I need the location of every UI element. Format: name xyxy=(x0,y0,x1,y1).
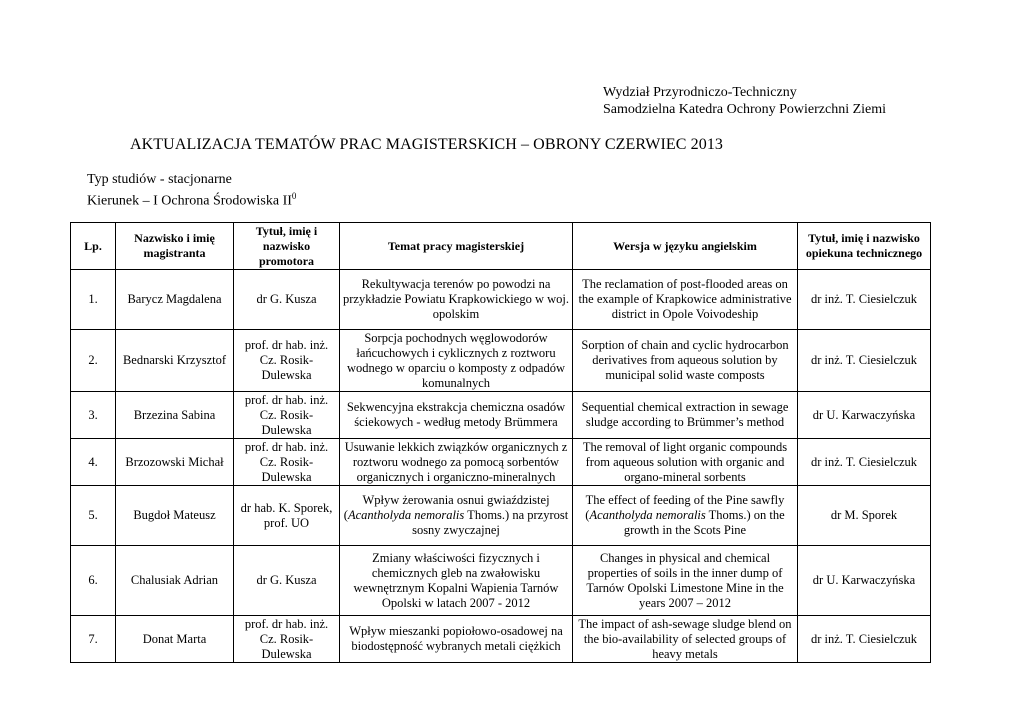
department-header xyxy=(603,84,886,118)
topic-pl-latin-name: Acantholyda nemoralis xyxy=(347,508,465,522)
table-row xyxy=(71,392,931,439)
study-info xyxy=(87,171,296,210)
row-number: 5. xyxy=(71,486,116,546)
row-number: 2. xyxy=(71,330,116,392)
table-row xyxy=(71,616,931,663)
col-header-promoter: Tytuł, imię i nazwisko promotora xyxy=(234,223,340,270)
row-number: 1. xyxy=(71,270,116,330)
col-header-lp: Lp. xyxy=(71,223,116,270)
student-name: Bugdoł Mateusz xyxy=(116,486,234,546)
topic-en-part-1: The effect of feeding of the Pine sawfly ( xyxy=(585,493,785,522)
thesis-topic-en: Sorption of chain and cyclic hydrocarbon derivatives from aqueous solution by municipal solid waste composts xyxy=(573,330,798,392)
thesis-topic-pl: Sekwencyjna ekstrakcja chemiczna osadów ściekowych - według metody Brümmera xyxy=(340,392,573,439)
thesis-topic-pl: Rekultywacja terenów po powodzi na przykładzie Powiatu Krapkowickiego w woj. opolskim xyxy=(340,270,573,330)
department-name: Samodzielna Katedra Ochrony Powierzchni Ziemi xyxy=(603,102,887,117)
promoter-name: prof. dr hab. inż. Cz. Rosik-Dulewska xyxy=(234,392,340,439)
student-name: Brzozowski Michał xyxy=(116,439,234,486)
row-number: 6. xyxy=(71,546,116,616)
technical-supervisor: dr U. Karwaczyńska xyxy=(798,546,931,616)
thesis-topic-pl: Wpływ mieszanki popiołowo-osadowej na biodostępność wybranych metali ciężkich xyxy=(340,616,573,663)
technical-supervisor: dr M. Sporek xyxy=(798,486,931,546)
table-row xyxy=(71,270,931,330)
page-title: AKTUALIZACJA TEMATÓW PRAC MAGISTERSKICH – OBRONY CZERWIEC 2013 xyxy=(130,136,724,153)
faculty-name: Wydział Przyrodniczo-Techniczny xyxy=(603,85,797,100)
promoter-name: dr G. Kusza xyxy=(234,270,340,330)
topic-pl-part-1: Wpływ żerowania osnui gwiaździstej ( xyxy=(343,493,550,522)
thesis-topic-en: The impact of ash-sewage sludge blend on the bio-availability of selected groups of heavy metals xyxy=(573,616,798,663)
row-number: 4. xyxy=(71,439,116,486)
student-name: Bednarski Krzysztof xyxy=(116,330,234,392)
promoter-name: prof. dr hab. inż. Cz. Rosik-Dulewska xyxy=(234,616,340,663)
col-header-topic-en: Wersja w języku angielskim xyxy=(573,223,798,270)
table-header-row xyxy=(71,223,931,270)
col-header-topic-pl: Temat pracy magisterskiej xyxy=(340,223,573,270)
row-number: 3. xyxy=(71,392,116,439)
field-superscript: 0 xyxy=(291,191,297,201)
thesis-topic-pl xyxy=(340,486,573,546)
student-name: Brzezina Sabina xyxy=(116,392,234,439)
field-label: Kierunek – I Ochrona Środowiska II xyxy=(87,193,292,209)
thesis-topic-en: The removal of light organic compounds from aqueous solution with organic and organo-mineral sorbents xyxy=(573,439,798,486)
technical-supervisor: dr inż. T. Ciesielczuk xyxy=(798,439,931,486)
table-row xyxy=(71,546,931,616)
promoter-name: dr hab. K. Sporek, prof. UO xyxy=(234,486,340,546)
thesis-topic-en xyxy=(573,486,798,546)
student-name: Chalusiak Adrian xyxy=(116,546,234,616)
thesis-table xyxy=(70,222,931,663)
thesis-topic-pl: Usuwanie lekkich związków organicznych z roztworu wodnego za pomocą sorbentów organicznych i organiczno-mineralnych xyxy=(340,439,573,486)
topic-en-latin-name: Acantholyda nemoralis xyxy=(589,508,706,522)
technical-supervisor: dr inż. T. Ciesielczuk xyxy=(798,270,931,330)
col-header-student: Nazwisko i imię magistranta xyxy=(116,223,234,270)
technical-supervisor: dr inż. T. Ciesielczuk xyxy=(798,616,931,663)
table-row xyxy=(71,486,931,546)
thesis-topic-en: The reclamation of post-flooded areas on the example of Krapkowice administrative district in Opole Voivodeship xyxy=(573,270,798,330)
thesis-topic-en: Changes in physical and chemical properties of soils in the inner dump of Tarnów Opolski Limestone Mine in the years 2007 – 2012 xyxy=(573,546,798,616)
field-of-study xyxy=(87,188,296,210)
topic-pl-part-2: Thoms.) na przyrost sosny zwyczajnej xyxy=(412,508,569,537)
thesis-topic-pl: Zmiany właściwości fizycznych i chemicznych gleb na zwałowisku wewnętrznym Kopalni Wapienia Tarnów Opolski w latach 2007 - 2012 xyxy=(340,546,573,616)
table-row xyxy=(71,330,931,392)
promoter-name: prof. dr hab. inż. Cz. Rosik-Dulewska xyxy=(234,330,340,392)
study-type: Typ studiów - stacjonarne xyxy=(87,172,232,187)
technical-supervisor: dr U. Karwaczyńska xyxy=(798,392,931,439)
technical-supervisor: dr inż. T. Ciesielczuk xyxy=(798,330,931,392)
promoter-name: prof. dr hab. inż. Cz. Rosik-Dulewska xyxy=(234,439,340,486)
topic-en-part-2: Thoms.) on the growth in the Scots Pine xyxy=(623,508,785,537)
student-name: Barycz Magdalena xyxy=(116,270,234,330)
thesis-topic-pl: Sorpcja pochodnych węglowodorów łańcuchowych i cyklicznych z roztworu wodnego w oparciu o komposty z odpadów komunalnych xyxy=(340,330,573,392)
table-row xyxy=(71,439,931,486)
thesis-topic-en: Sequential chemical extraction in sewage sludge according to Brümmer’s method xyxy=(573,392,798,439)
col-header-supervisor: Tytuł, imię i nazwisko opiekuna technicznego xyxy=(798,223,931,270)
promoter-name: dr G. Kusza xyxy=(234,546,340,616)
student-name: Donat Marta xyxy=(116,616,234,663)
row-number: 7. xyxy=(71,616,116,663)
